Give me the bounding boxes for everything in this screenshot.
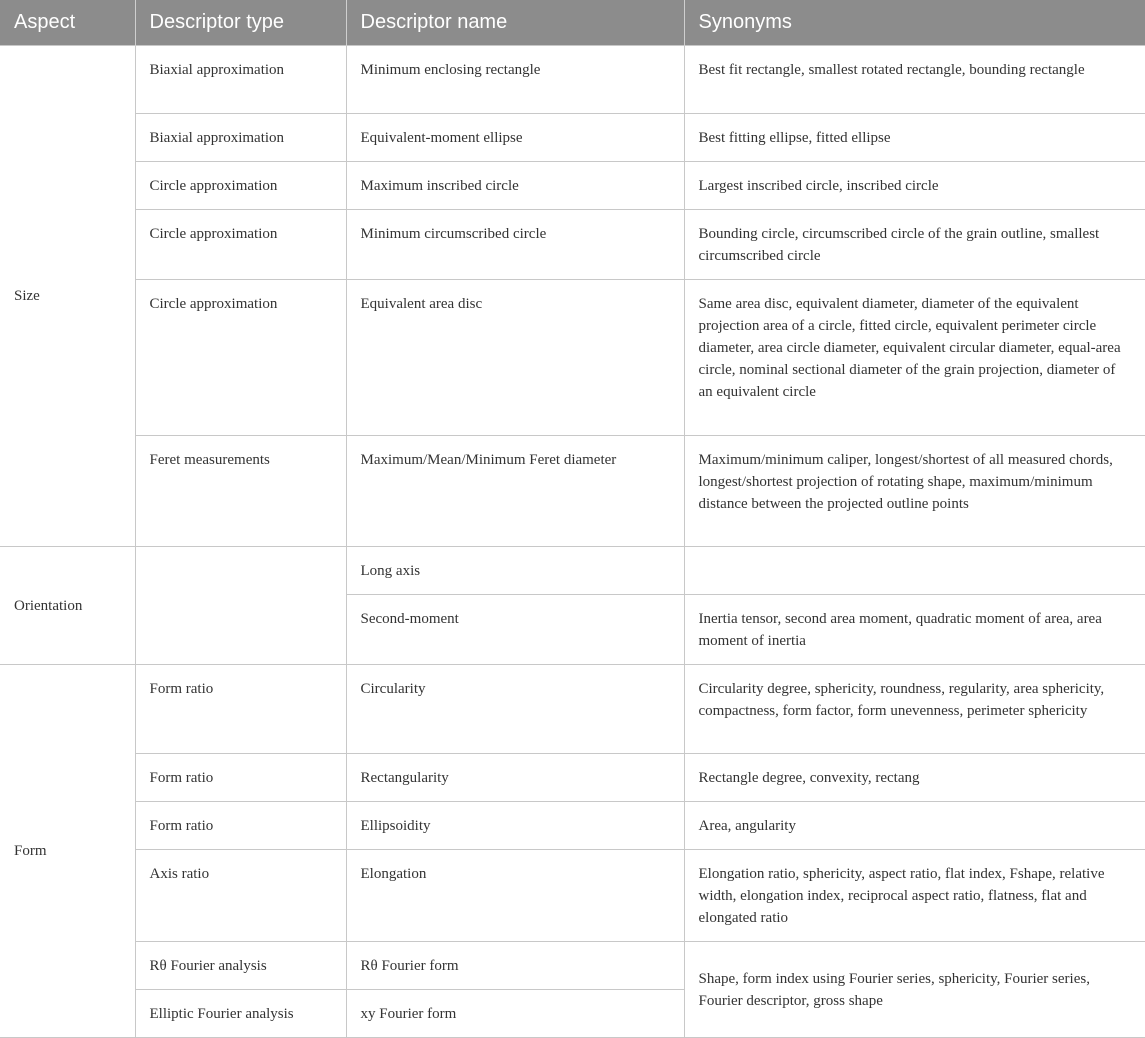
table-row xyxy=(0,45,1145,113)
descriptor-type-cell: Form ratio xyxy=(135,801,346,849)
descriptor-type-cell: Rθ Fourier analysis xyxy=(135,941,346,989)
table-row xyxy=(0,209,1145,279)
descriptor-name-cell: Second-moment xyxy=(346,594,684,664)
descriptor-type-cell: Biaxial approximation xyxy=(135,45,346,113)
descriptor-type-cell: Form ratio xyxy=(135,664,346,753)
descriptor-type-cell: Circle approximation xyxy=(135,209,346,279)
synonyms-cell: Same area disc, equivalent diameter, diameter of the equivalent projection area of a circle, fitted circle, equivalent perimeter circle diameter, area circle diameter, equivalent circular diameter, equal-area circle, nominal sectional diameter of the grain projection, diameter of an equivalent circle xyxy=(684,279,1145,435)
descriptor-name-cell: Equivalent area disc xyxy=(346,279,684,435)
table-row xyxy=(0,546,1145,594)
table-row xyxy=(0,279,1145,435)
synonyms-cell: Circularity degree, sphericity, roundness, regularity, area sphericity, compactness, form factor, form unevenness, perimeter sphericity xyxy=(684,664,1145,753)
descriptor-name-cell: Rectangularity xyxy=(346,753,684,801)
header-descriptor-name: Descriptor name xyxy=(346,0,684,45)
synonyms-cell: Rectangle degree, convexity, rectang xyxy=(684,753,1145,801)
aspect-cell-orientation: Orientation xyxy=(0,546,135,664)
synonyms-cell: Best fit rectangle, smallest rotated rectangle, bounding rectangle xyxy=(684,45,1145,113)
header-synonyms: Synonyms xyxy=(684,0,1145,45)
synonyms-cell: Area, angularity xyxy=(684,801,1145,849)
descriptor-name-cell: Long axis xyxy=(346,546,684,594)
table-row xyxy=(0,113,1145,161)
table-row xyxy=(0,435,1145,546)
synonyms-cell: Largest inscribed circle, inscribed circle xyxy=(684,161,1145,209)
synonyms-cell: Shape, form index using Fourier series, sphericity, Fourier series, Fourier descriptor, gross shape xyxy=(684,941,1145,1037)
synonyms-cell: Best fitting ellipse, fitted ellipse xyxy=(684,113,1145,161)
descriptor-name-cell: Equivalent-moment ellipse xyxy=(346,113,684,161)
table-row xyxy=(0,801,1145,849)
descriptor-type-cell: Biaxial approximation xyxy=(135,113,346,161)
descriptor-name-cell: Ellipsoidity xyxy=(346,801,684,849)
descriptor-type-cell xyxy=(135,546,346,664)
synonyms-cell: Maximum/minimum caliper, longest/shortest of all measured chords, longest/shortest projection of rotating shape, maximum/minimum distance between the projected outline points xyxy=(684,435,1145,546)
descriptor-type-cell: Axis ratio xyxy=(135,849,346,941)
table-row xyxy=(0,849,1145,941)
descriptor-name-cell: Rθ Fourier form xyxy=(346,941,684,989)
synonyms-cell: Elongation ratio, sphericity, aspect ratio, flat index, Fshape, relative width, elongation index, reciprocal aspect ratio, flatness, flat and elongated ratio xyxy=(684,849,1145,941)
synonyms-cell: Bounding circle, circumscribed circle of the grain outline, smallest circumscribed circle xyxy=(684,209,1145,279)
descriptor-type-cell: Feret measurements xyxy=(135,435,346,546)
descriptor-name-cell: Circularity xyxy=(346,664,684,753)
descriptor-name-cell: Maximum inscribed circle xyxy=(346,161,684,209)
table-row xyxy=(0,161,1145,209)
header-row xyxy=(0,0,1145,45)
aspect-cell-form: Form xyxy=(0,664,135,1037)
synonyms-cell: Inertia tensor, second area moment, quadratic moment of area, area moment of inertia xyxy=(684,594,1145,664)
synonyms-cell xyxy=(684,546,1145,594)
descriptor-name-cell: Maximum/Mean/Minimum Feret diameter xyxy=(346,435,684,546)
aspect-cell-size: Size xyxy=(0,45,135,546)
descriptor-name-cell: Elongation xyxy=(346,849,684,941)
descriptor-type-cell: Circle approximation xyxy=(135,161,346,209)
table-row xyxy=(0,753,1145,801)
descriptor-name-cell: Minimum circumscribed circle xyxy=(346,209,684,279)
header-descriptor-type: Descriptor type xyxy=(135,0,346,45)
descriptor-type-cell: Elliptic Fourier analysis xyxy=(135,989,346,1037)
table-row xyxy=(0,664,1145,753)
descriptor-name-cell: xy Fourier form xyxy=(346,989,684,1037)
header-aspect: Aspect xyxy=(0,0,135,45)
descriptor-type-cell: Form ratio xyxy=(135,753,346,801)
table-row xyxy=(0,941,1145,989)
descriptor-name-cell: Minimum enclosing rectangle xyxy=(346,45,684,113)
descriptor-type-cell: Circle approximation xyxy=(135,279,346,435)
